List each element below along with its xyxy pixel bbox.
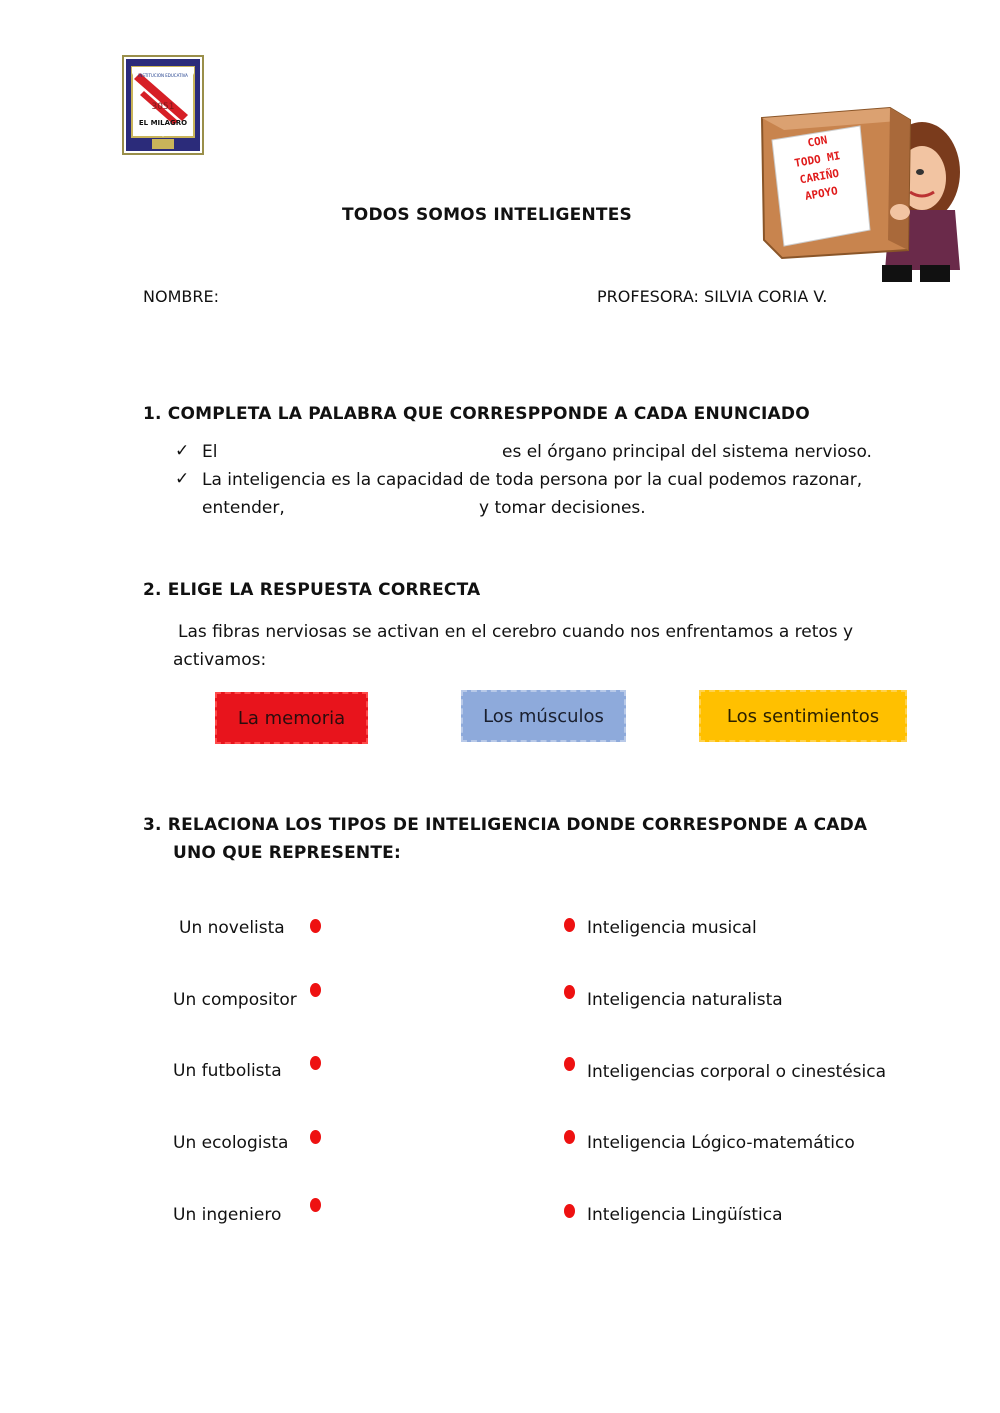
option-label: Los sentimientos (726, 705, 880, 727)
match-dot-left[interactable] (310, 1056, 321, 1070)
logo-number: 3051 (151, 102, 175, 112)
avatar-note-line4: APOYO (803, 184, 839, 203)
logo-institution: INSTITUCION EDUCATIVA (138, 73, 188, 78)
section3-heading-line2: UNO QUE REPRESENTE: (173, 843, 401, 863)
page-title: TODOS SOMOS INTELIGENTES (342, 205, 632, 225)
match-dot-right[interactable] (564, 1130, 575, 1144)
option-los-musculos[interactable] (461, 690, 626, 742)
match-dot-left[interactable] (310, 919, 321, 933)
item2-line2-end: y tomar decisiones. (479, 498, 646, 518)
left-item-compositor: Un compositor (173, 990, 297, 1010)
school-logo (122, 55, 204, 155)
left-item-novelista: Un novelista (179, 918, 285, 938)
item1-start: El (202, 442, 218, 462)
option-los-sentimientos[interactable] (699, 690, 907, 742)
teacher-label: PROFESORA: SILVIA CORIA V. (597, 287, 828, 306)
right-item-naturalista: Inteligencia naturalista (587, 990, 783, 1010)
match-dot-left[interactable] (310, 1198, 321, 1212)
item2-line1: La inteligencia es la capacidad de toda persona por la cual podemos razonar, (202, 470, 863, 490)
name-label: NOMBRE: (143, 287, 219, 306)
match-dot-right[interactable] (564, 1204, 575, 1218)
option-la-memoria[interactable] (215, 692, 368, 744)
option-label: Los músculos (483, 705, 604, 727)
avatar-note-line1: CON (806, 133, 829, 150)
option-label: La memoria (237, 707, 346, 729)
match-dot-left[interactable] (310, 983, 321, 997)
avatar-note-line2: TODO MI (793, 149, 842, 170)
section2-heading: 2. ELIGE LA RESPUESTA CORRECTA (143, 580, 481, 600)
left-item-futbolista: Un futbolista (173, 1061, 282, 1081)
section2-prompt-line2: activamos: (173, 650, 267, 670)
left-item-ingeniero: Un ingeniero (173, 1205, 282, 1225)
match-dot-left[interactable] (310, 1130, 321, 1144)
right-item-musical: Inteligencia musical (587, 918, 757, 938)
brain-answer-input[interactable] (230, 440, 495, 464)
logo-name: EL MILAGRO (138, 119, 188, 127)
section2-prompt-line1: Las fibras nerviosas se activan en el cerebro cuando nos enfrentamos a retos y (178, 622, 854, 642)
check-icon: ✓ (175, 441, 190, 461)
left-item-ecologista: Un ecologista (173, 1133, 289, 1153)
match-dot-right[interactable] (564, 1057, 575, 1071)
ability-answer-input[interactable] (292, 496, 472, 520)
name-input[interactable] (225, 286, 555, 308)
right-item-linguistica: Inteligencia Lingüística (587, 1205, 783, 1225)
item1-end: es el órgano principal del sistema nervioso. (502, 442, 872, 462)
check-icon: ✓ (175, 469, 190, 489)
match-dot-right[interactable] (564, 985, 575, 999)
match-dot-right[interactable] (564, 918, 575, 932)
section3-heading-line1: 3. RELACIONA LOS TIPOS DE INTELIGENCIA DONDE CORRESPONDE A CADA (143, 815, 868, 835)
item2-line2-start: entender, (202, 498, 285, 518)
avatar-note-line3: CARIÑO (798, 166, 841, 187)
section1-heading: 1. COMPLETA LA PALABRA QUE CORRESPPONDE A CADA ENUNCIADO (143, 404, 810, 424)
right-item-logico: Inteligencia Lógico-matemático (587, 1133, 855, 1153)
teacher-avatar-illustration (760, 100, 965, 282)
right-item-corporal: Inteligencias corporal o cinestésica (587, 1062, 887, 1082)
